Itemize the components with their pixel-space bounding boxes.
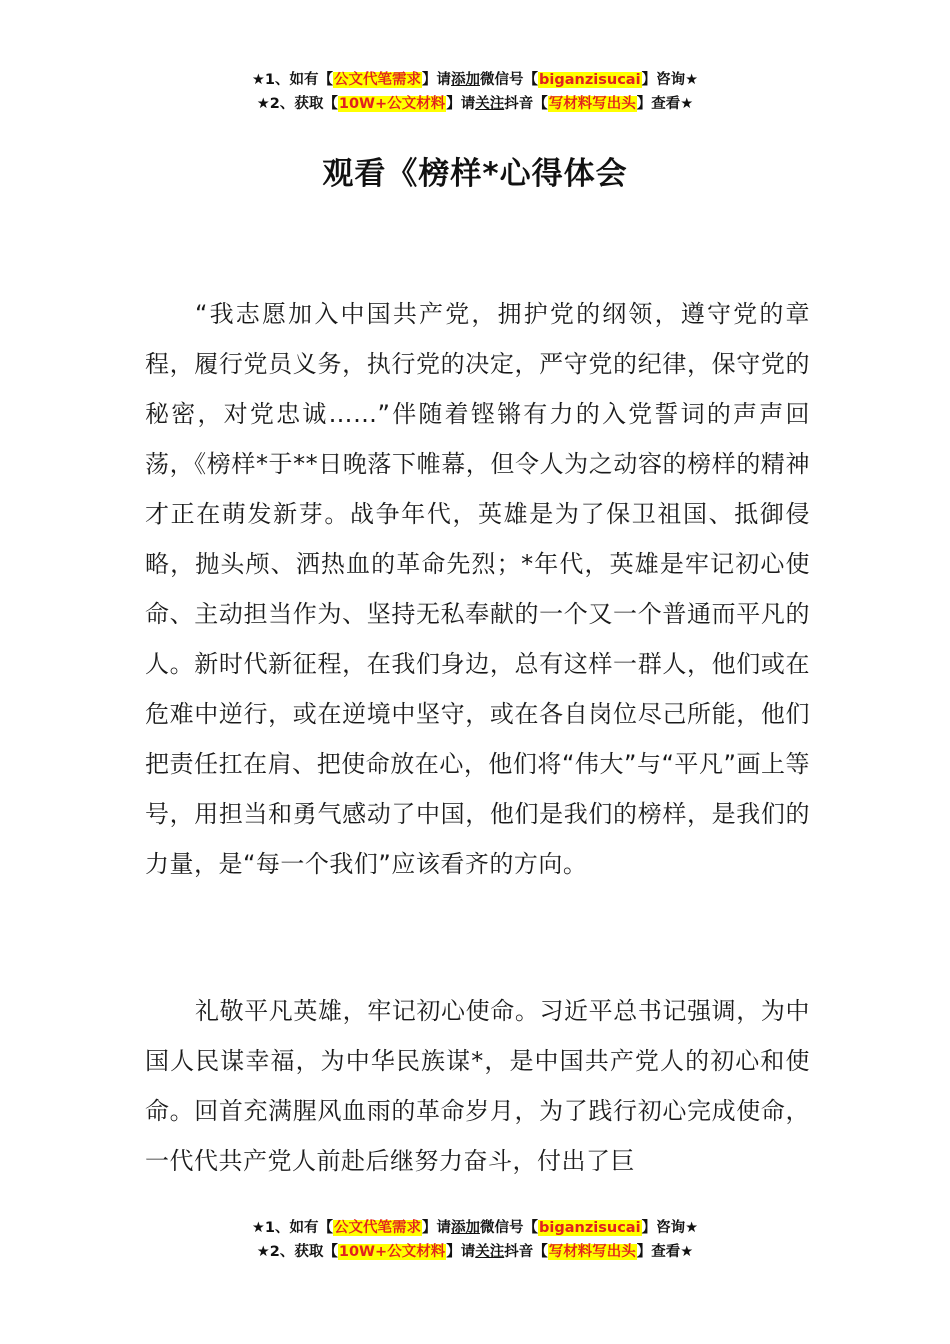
header-banner (0, 68, 950, 116)
highlight-materials: 10W+公文材料 (338, 96, 446, 112)
footer-highlight-writing-service: 公文代笔需求 (334, 1220, 422, 1236)
header-line-1-text-2: 微信号【 (480, 72, 539, 88)
footer-banner (0, 1216, 950, 1264)
footer-line-1 (0, 1216, 950, 1240)
header-line-1-prefix: ★1、如有【 (251, 72, 334, 88)
header-line-1 (0, 68, 950, 92)
footer-line-2-underlined: 关注 (475, 1244, 505, 1260)
header-line-2-prefix: ★2、获取【 (256, 96, 338, 112)
highlight-wechat-id: biganzisucai (539, 72, 641, 88)
header-line-2-suffix: 】查看★ (636, 96, 694, 112)
footer-highlight-douyin-account: 写材料写出头 (548, 1244, 636, 1260)
footer-line-1-text: 】请 (422, 1220, 452, 1236)
header-line-2 (0, 92, 950, 116)
header-line-2-text-2: 抖音【 (504, 96, 548, 112)
footer-line-2-text-2: 抖音【 (504, 1244, 548, 1260)
footer-highlight-materials: 10W+公文材料 (338, 1244, 446, 1260)
document-title: 观看《榜样*心得体会 (322, 156, 628, 192)
footer-line-2 (0, 1240, 950, 1264)
highlight-douyin-account: 写材料写出头 (548, 96, 636, 112)
footer-line-1-text-2: 微信号【 (480, 1220, 539, 1236)
footer-line-1-underlined: 添加 (451, 1220, 481, 1236)
footer-line-2-text: 】请 (446, 1244, 476, 1260)
paragraph-2: 礼敬平凡英雄，牢记初心使命。习近平总书记强调，为中国人民谋幸福，为中华民族谋*，是中国共产党人的初心和使命。回首充满腥风血雨的革命岁月，为了践行初心完成使命，一代代共产党人前赴后继努力奋斗，付出了巨 (145, 997, 810, 1175)
header-line-1-text: 】请 (422, 72, 452, 88)
footer-line-1-suffix: 】咨询★ (641, 1220, 699, 1236)
footer-highlight-wechat-id: biganzisucai (539, 1220, 641, 1236)
footer-line-2-suffix: 】查看★ (636, 1244, 694, 1260)
header-line-1-underlined: 添加 (451, 72, 481, 88)
paragraph-1: “我志愿加入中国共产党，拥护党的纲领，遵守党的章程，履行党员义务，执行党的决定，严守党的纪律，保守党的秘密，对党忠诚……”伴随着铿锵有力的入党誓词的声声回荡，《榜样*于**日晚落下帷幕，但令人为之动容的榜样的精神才正在萌发新芽。战争年代，英雄是为了保卫祖国、抵御侵略，抛头颅、洒热血的革命先烈；*年代，英雄是牢记初心使命、主动担当作为、坚持无私奉献的一个又一个普通而平凡的人。新时代新征程，在我们身边，总有这样一群人，他们或在危难中逆行，或在逆境中坚守，或在各自岗位尽己所能，他们把责任扛在肩、把使命放在心，他们将“伟大”与“平凡”画上等号，用担当和勇气感动了中国，他们是我们的榜样，是我们的力量，是“每一个我们”应该看齐的方向。 (145, 300, 810, 878)
header-line-2-text: 】请 (446, 96, 476, 112)
header-line-2-underlined: 关注 (475, 96, 505, 112)
footer-line-2-prefix: ★2、获取【 (256, 1244, 338, 1260)
header-line-1-suffix: 】咨询★ (641, 72, 699, 88)
highlight-writing-service: 公文代笔需求 (334, 72, 422, 88)
footer-line-1-prefix: ★1、如有【 (251, 1220, 334, 1236)
